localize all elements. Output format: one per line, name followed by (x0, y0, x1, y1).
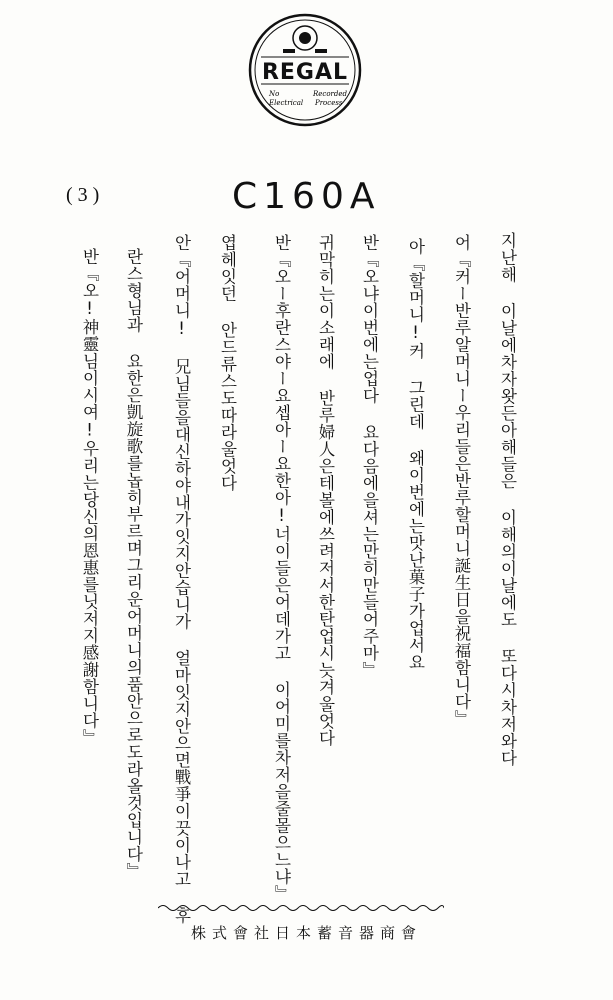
lyric-line-6: 반『오ー후란스야ー요셉아ー요한아!너이들은어데가고 이어미를차저을줄몰으느냐』 (272, 234, 291, 902)
lyric-line-10: 반『오!神靈님이시여!우리는당신의恩惠를닛저지感謝함니다』 (80, 248, 99, 746)
logo-right-small: Recorded (313, 90, 347, 98)
lyric-line-4: 반『오냐이번에는업다 요다음에을셔는만히만들어주마』 (360, 234, 379, 679)
lyric-line-7: 엽헤잇던 안드류스도따라울엇다 (218, 234, 237, 492)
regal-logo (247, 12, 363, 128)
logo-left-small2: Electrical (269, 99, 304, 107)
logo-brand: REGAL (261, 60, 349, 85)
lyric-line-2: 어『커ー반루알머니ー우리들은반루할머니誕生日을祝福함니다』 (452, 234, 471, 727)
company-name: 株式會社日本蓄音器商會 (190, 924, 422, 942)
logo-right-small2: Process (315, 99, 343, 107)
catalog-number: C160A (232, 176, 381, 217)
wavy-divider (158, 902, 444, 914)
lyric-line-5: 귀막히는이소래에 반루婦人은테볼에쓰려저서한탄업시늣겨울엇다 (316, 234, 335, 747)
lyric-line-9: 란스형님과 요한은凱旋歌를놉히부르며그리운어머니의품안으로도라올것입니다』 (124, 248, 143, 880)
lyric-line-8: 안『어머니! 兄님들을대신하야내가잇지안습니가 얼마잇지안으면戰爭이끗이나고 후 (172, 234, 191, 924)
page-number: ( 3 ) (66, 184, 100, 206)
logo-left-small: No (269, 90, 280, 98)
lyric-line-3: 아『할머니!커 그린데 왜이번에는맛난菓子가업서요 (406, 238, 425, 671)
lyric-line-1: 지난해 이날에차자왓든아해들은 이해의이날에도 또다시차저와다 (498, 232, 517, 767)
